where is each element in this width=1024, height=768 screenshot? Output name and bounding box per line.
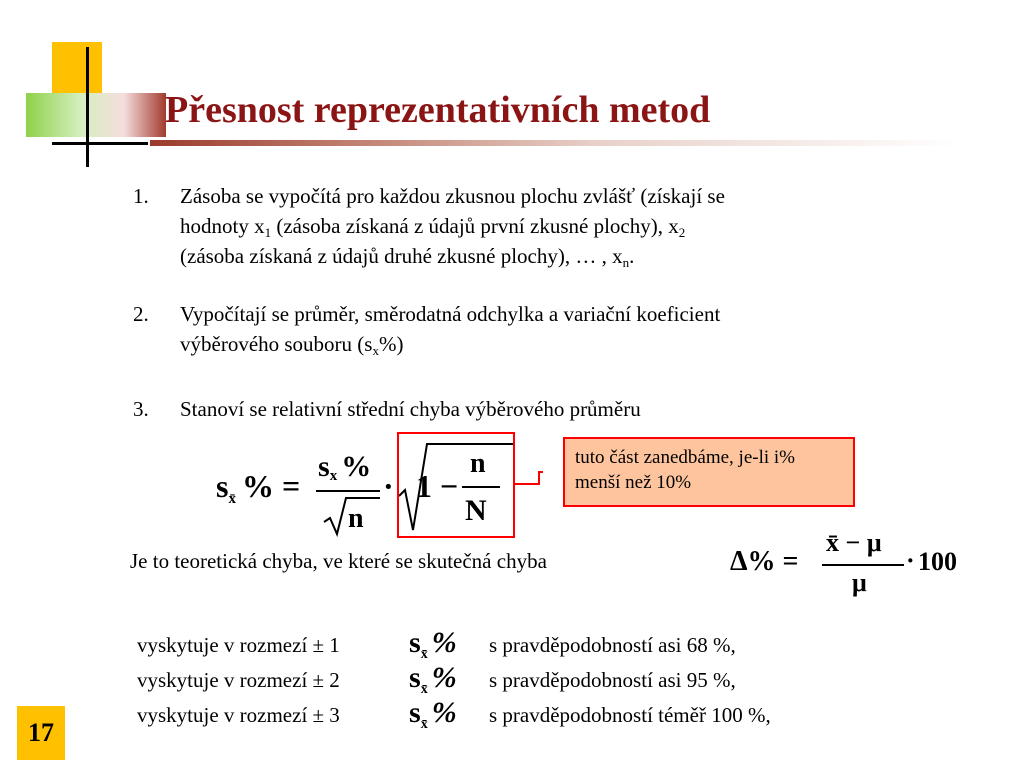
delta-lhs: Δ% = (730, 546, 799, 577)
formula-one-minus: 1 − (416, 468, 459, 504)
formula-lhs: $s_{x̄}$ % = (216, 468, 301, 507)
delta-hundred: 100 (918, 547, 957, 576)
range-suffix: s pravděpodobností asi 68 %, (489, 633, 736, 657)
text-line: výběrového souboru $(s_x\%)$ (180, 332, 404, 358)
list-item-text (180, 299, 960, 359)
text-line: hodnoty $x_1$ (zásoba získaná z údajů první zkusné plochy), $x_2$ (180, 214, 686, 240)
delta-times: · (906, 546, 915, 575)
page-title: Přesnost reprezentativních metod (165, 89, 711, 131)
decor-gradient-bar (26, 93, 166, 137)
text-line: Zásoba se vypočítá pro každou zkusnou plochu zvlášť (získají se (180, 184, 725, 208)
range-symbol: $s_{x̄}$ % (409, 696, 457, 732)
formula-numerator: $s_x$ % (318, 450, 372, 484)
fraction-numerator: n (470, 448, 486, 479)
formula-denominator: n (348, 503, 364, 534)
formula-dot: · (383, 468, 394, 504)
list-number: 2. (133, 302, 149, 326)
list-number: 1. (133, 184, 149, 208)
range-symbol: $s_{x̄}$ % (409, 661, 457, 697)
note-callout: tuto část zanedbáme, je-li i% menší než 10% (563, 437, 855, 507)
range-prefix: vyskytuje v rozmezí ± 3 (137, 703, 340, 727)
list-number: 3. (133, 397, 149, 421)
decor-vertical-line (86, 47, 89, 167)
range-symbol: $s_{x̄}$ % (409, 626, 457, 662)
delta-numerator: x̄ − μ (826, 528, 882, 557)
fraction-bar (822, 564, 904, 566)
theory-text: Je to teoretická chyba, ve které se skutečná chyba (130, 549, 547, 573)
page-number: 17 (17, 706, 65, 760)
text-line: Vypočítají se průměr, směrodatná odchylka a variační koeficient (180, 302, 721, 326)
range-prefix: vyskytuje v rozmezí ± 2 (137, 668, 340, 692)
range-suffix: s pravděpodobností asi 95 %, (489, 668, 736, 692)
list-item-text (180, 181, 960, 271)
range-prefix: vyskytuje v rozmezí ± 1 (137, 633, 340, 657)
title-underline (150, 140, 960, 146)
text-line: Stanoví se relativní střední chyba výběrového průměru (180, 397, 641, 421)
delta-denominator: μ (852, 568, 867, 597)
list-item-text (180, 394, 960, 424)
fraction-bar (316, 490, 380, 492)
highlight-box (397, 432, 515, 538)
text-line: (zásoba získaná z údajů druhé zkusné plochy), … , $x_n$. (180, 244, 635, 270)
fraction-denominator: N (465, 494, 487, 527)
decor-horizontal-line (52, 142, 148, 145)
range-suffix: s pravděpodobností téměř 100 %, (489, 703, 771, 727)
connector-line (513, 470, 543, 486)
